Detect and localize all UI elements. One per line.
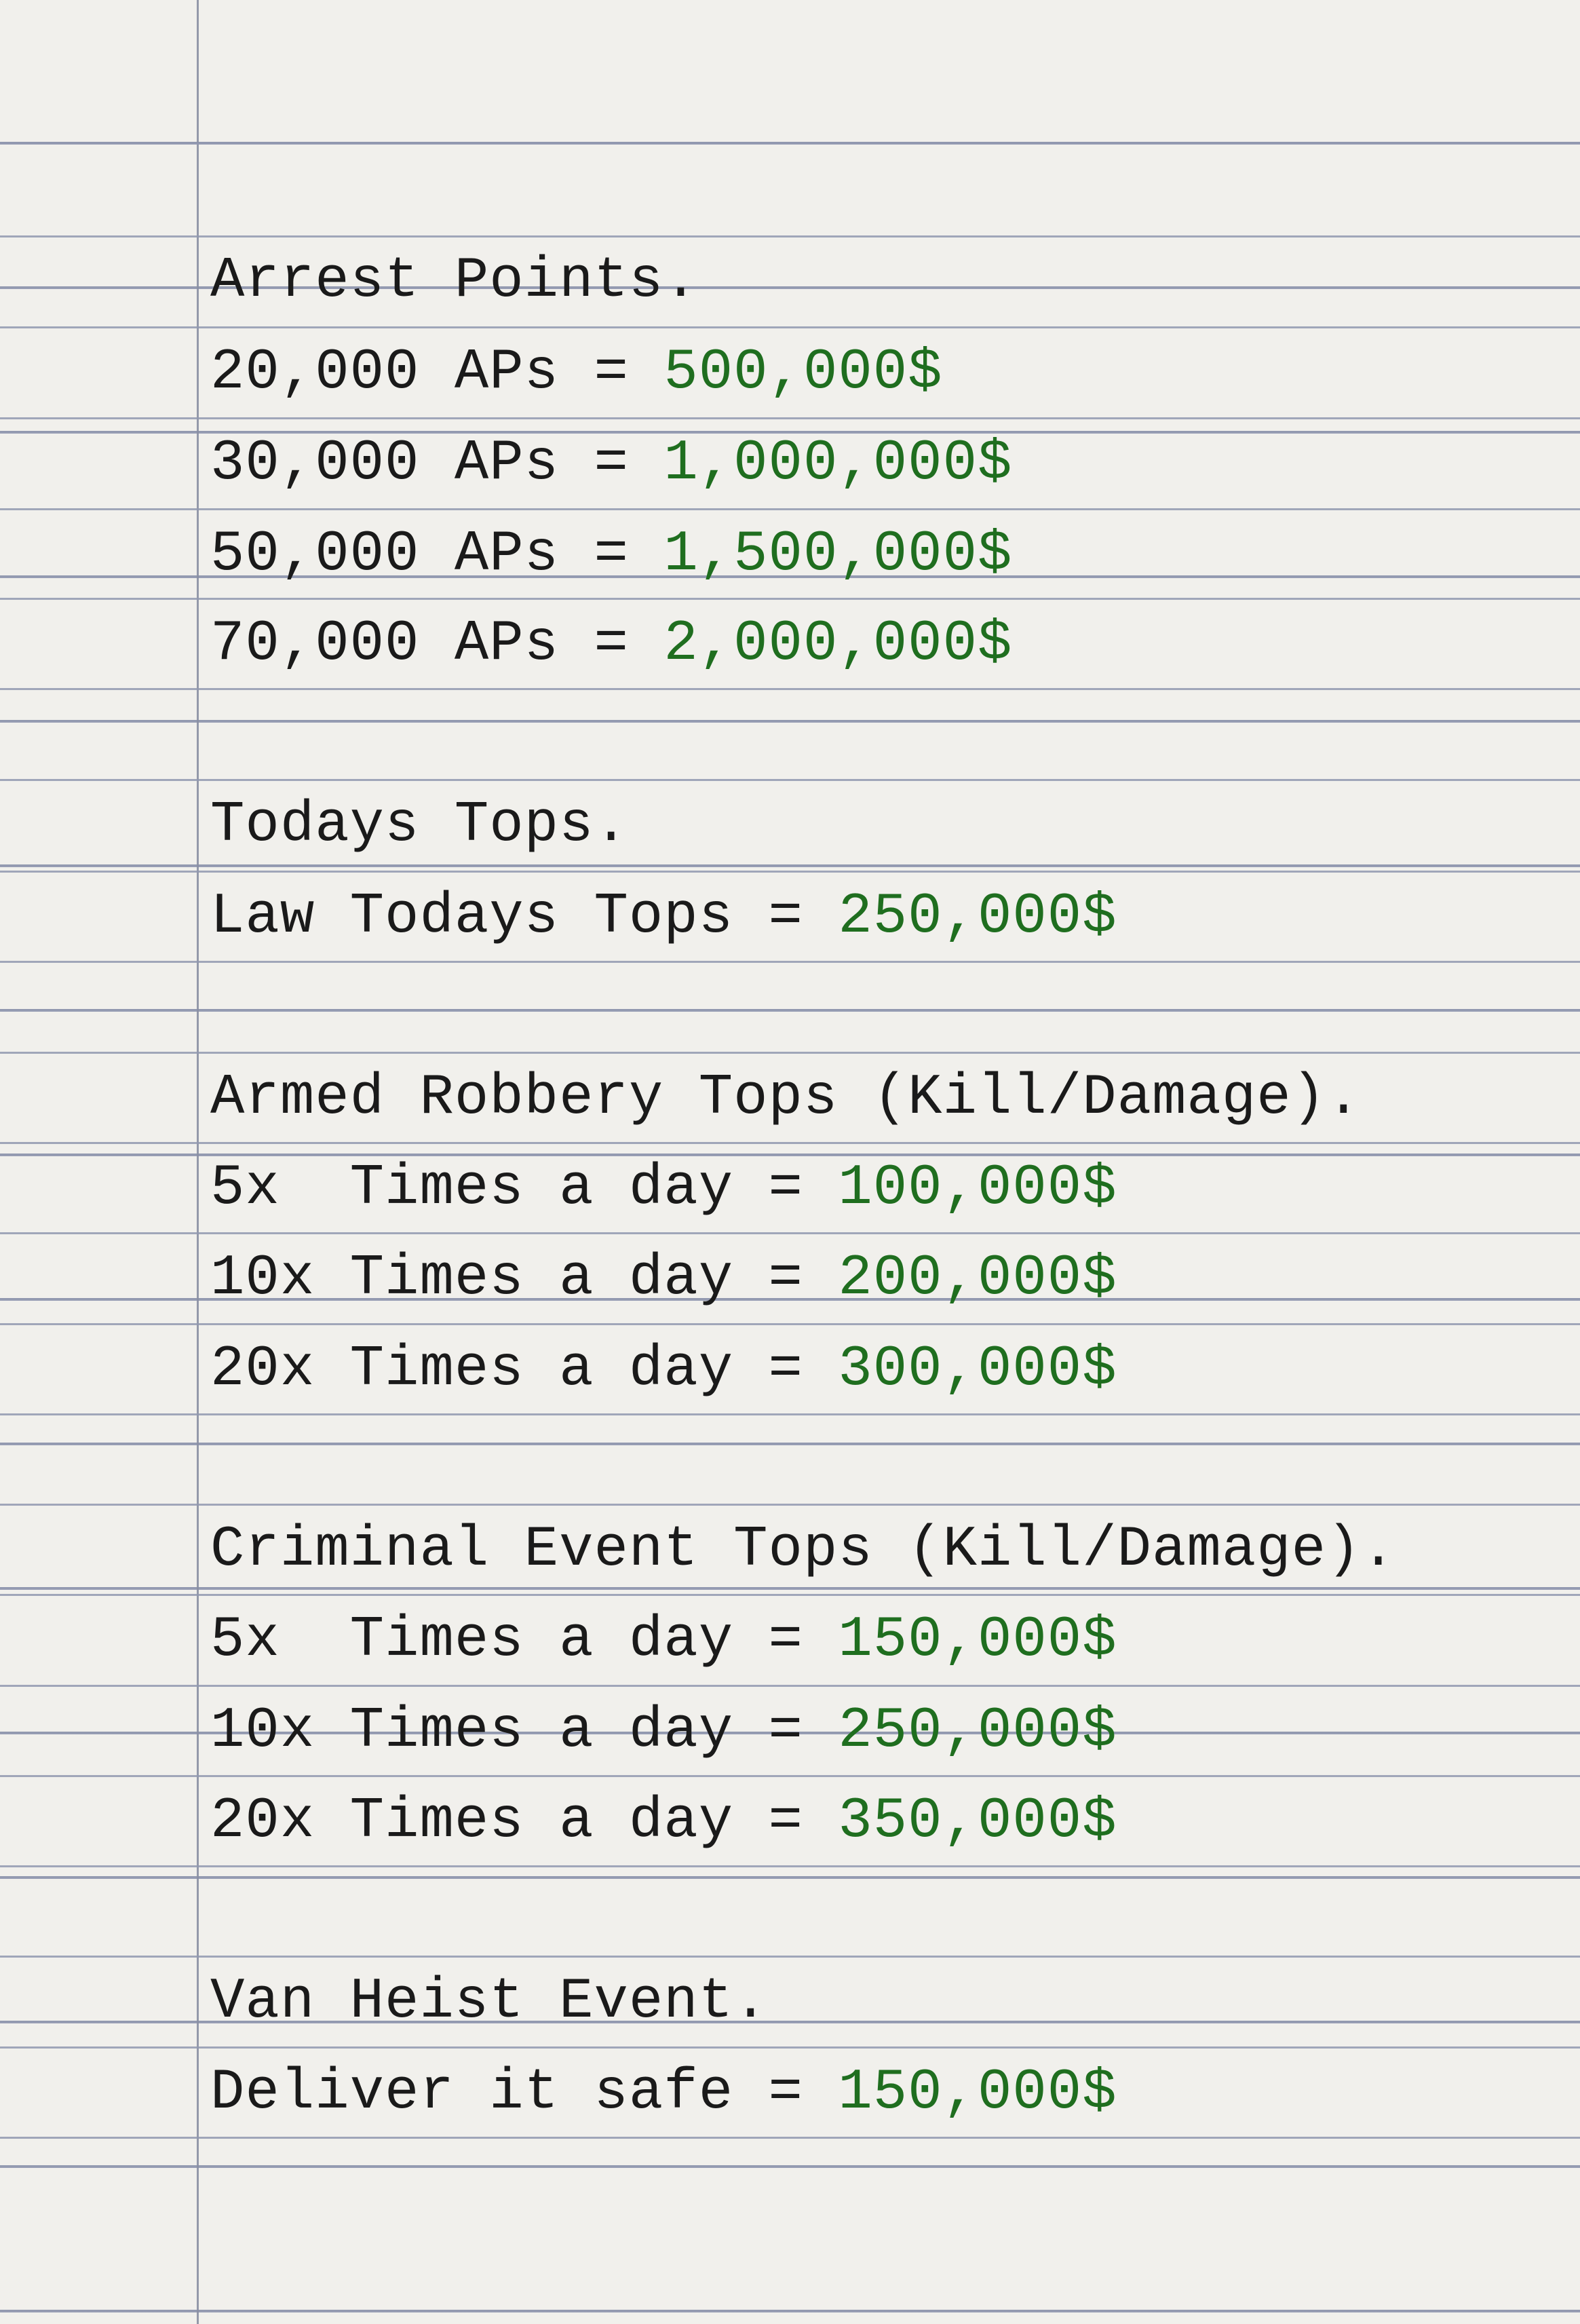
rule-line (0, 1594, 1580, 1596)
reward-row (210, 339, 943, 407)
reward-amount: 300,000$ (838, 1337, 1117, 1402)
reward-row (210, 1788, 1117, 1856)
reward-amount: 150,000$ (838, 2061, 1117, 2125)
reward-label: 30,000 APs = (210, 432, 664, 496)
reward-row (210, 521, 1012, 589)
rule-line (0, 688, 1580, 690)
reward-row (210, 2059, 1117, 2127)
reward-row (210, 1607, 1117, 1675)
reward-label: 70,000 APs = (210, 612, 664, 677)
rule-line (0, 1956, 1580, 1958)
section-title-criminal-event: Criminal Event Tops (Kill/Damage). (210, 1518, 1396, 1582)
rule-line (0, 1232, 1580, 1234)
rule-line (0, 2137, 1580, 2139)
reward-label: 10x Times a day = (210, 1699, 839, 1764)
reward-row (210, 1336, 1117, 1404)
rule-line (0, 779, 1580, 781)
rule-line (0, 142, 1580, 145)
reward-amount: 350,000$ (838, 1789, 1117, 1854)
reward-amount: 250,000$ (838, 885, 1117, 949)
rule-line (0, 235, 1580, 237)
reward-row (210, 430, 1012, 498)
reward-label: 20,000 APs = (210, 341, 664, 405)
section-title-van-heist: Van Heist Event. (210, 1970, 769, 2034)
reward-row (210, 1155, 1117, 1223)
reward-amount: 2,000,000$ (663, 612, 1013, 677)
reward-amount: 1,500,000$ (663, 522, 1013, 587)
rule-line (0, 1052, 1580, 1054)
rule-line (0, 1142, 1580, 1144)
reward-row (210, 1245, 1117, 1313)
section-title-arrest-points: Arrest Points. (210, 249, 699, 313)
rule-line (0, 508, 1580, 510)
reward-amount: 250,000$ (838, 1699, 1117, 1764)
rule-line (0, 961, 1580, 963)
reward-row (210, 1698, 1117, 1766)
reward-amount: 200,000$ (838, 1246, 1117, 1311)
rule-line (0, 598, 1580, 600)
reward-label: Deliver it safe = (210, 2061, 839, 2125)
reward-amount: 500,000$ (663, 341, 943, 405)
rule-line (0, 326, 1580, 328)
reward-row (210, 611, 1012, 679)
reward-label: 20x Times a day = (210, 1789, 839, 1854)
rule-line (0, 417, 1580, 419)
reward-label: Law Todays Tops = (210, 885, 839, 949)
rule-line (0, 1775, 1580, 1777)
reward-row (210, 883, 1117, 951)
section-title-armed-robbery: Armed Robbery Tops (Kill/Damage). (210, 1066, 1362, 1130)
reward-label: 20x Times a day = (210, 1337, 839, 1402)
rule-line (0, 871, 1580, 873)
reward-amount: 150,000$ (838, 1608, 1117, 1673)
rule-line (0, 1323, 1580, 1325)
reward-amount: 1,000,000$ (663, 432, 1013, 496)
reward-label: 10x Times a day = (210, 1246, 839, 1311)
reward-label: 5x Times a day = (210, 1156, 839, 1221)
rule-line (0, 2046, 1580, 2049)
rule-line (0, 1504, 1580, 1506)
reward-label: 5x Times a day = (210, 1608, 839, 1673)
margin-line (197, 0, 199, 2324)
rule-line (0, 1685, 1580, 1687)
reward-label: 50,000 APs = (210, 522, 664, 587)
section-title-todays-tops: Todays Tops. (210, 793, 629, 858)
reward-amount: 100,000$ (838, 1156, 1117, 1221)
rule-line (0, 1413, 1580, 1415)
rule-line (0, 1865, 1580, 1867)
